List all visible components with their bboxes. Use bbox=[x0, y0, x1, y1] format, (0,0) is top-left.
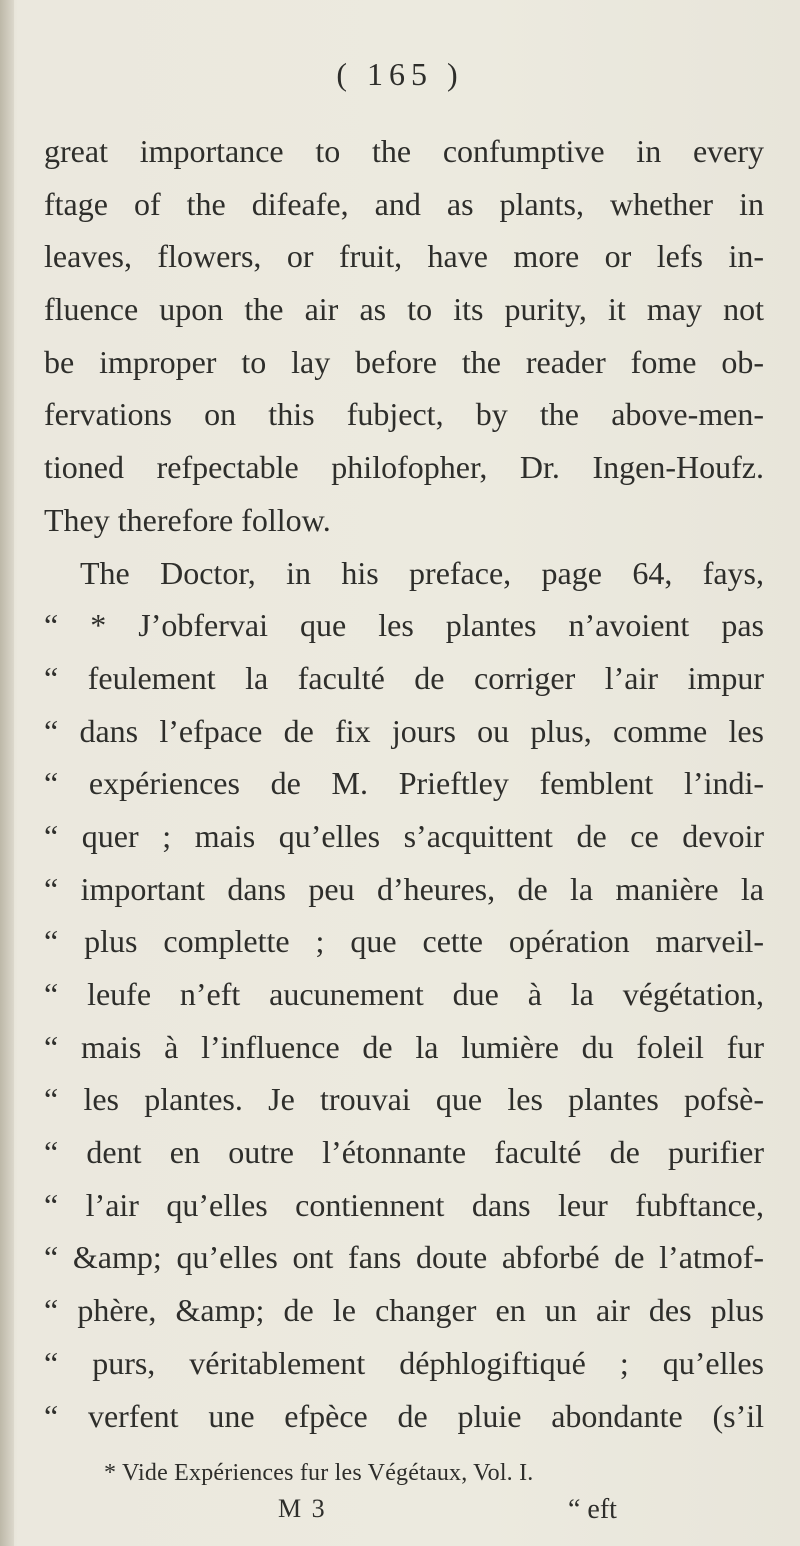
text-line: “ expériences de M. Prieftley femblent l’indi- bbox=[44, 765, 764, 802]
page-gutter bbox=[0, 0, 14, 1546]
text-line: “ les plantes. Je trouvai que les plantes pofsè- bbox=[44, 1081, 764, 1118]
text-line: fluence upon the air as to its purity, it may not bbox=[44, 291, 764, 328]
text-line: “ phère, &amp; de le changer en un air des plus bbox=[44, 1292, 764, 1329]
text-line: The Doctor, in his preface, page 64, fays, bbox=[80, 554, 764, 591]
text-line: “ dent en outre l’étonnante faculté de purifier bbox=[44, 1134, 764, 1171]
signature-mark: M 3 bbox=[278, 1494, 327, 1523]
text-line: leaves, flowers, or fruit, have more or lefs in- bbox=[44, 238, 764, 275]
text-line: fervations on this fubject, by the above-men- bbox=[44, 396, 764, 433]
text-line: great importance to the confumptive in every bbox=[44, 133, 764, 169]
body-text bbox=[44, 125, 764, 1442]
catchword: “ eft bbox=[568, 1494, 617, 1525]
text-line: “ l’air qu’elles contiennent dans leur fubftance, bbox=[44, 1186, 764, 1223]
text-line: “ feulement la faculté de corriger l’air impur bbox=[44, 659, 764, 696]
page-number: ( 165 ) bbox=[336, 56, 464, 92]
text-line: “ leufe n’eft aucunement due à la végétation, bbox=[44, 976, 764, 1012]
text-line: be improper to lay before the reader fome ob- bbox=[44, 343, 764, 380]
text-line: “ purs, véritablement déphlogiftiqué ; qu’elles bbox=[44, 1344, 764, 1381]
text-line: “ important dans peu d’heures, de la manière la bbox=[44, 870, 764, 907]
text-line: “ verfent une efpèce de pluie abondante (s’il bbox=[44, 1397, 764, 1434]
text-line: “ &amp; qu’elles ont fans doute abforbé de l’atmof- bbox=[44, 1239, 764, 1276]
text-line: They therefore follow. bbox=[44, 501, 331, 538]
text-line: “ mais à l’influence de la lumière du foleil fur bbox=[44, 1028, 764, 1065]
text-line: “ quer ; mais qu’elles s’acquittent de ce devoir bbox=[44, 817, 764, 854]
text-line: tioned refpectable philofopher, Dr. Ingen-Houfz. bbox=[44, 449, 764, 486]
text-line: “ dans l’efpace de fix jours ou plus, comme les bbox=[44, 712, 764, 749]
text-line: “ * J’obfervai que les plantes n’avoient pas bbox=[44, 607, 764, 644]
footnote: * Vide Expériences fur les Végétaux, Vol. I. bbox=[104, 1460, 534, 1486]
text-line: “ plus complette ; que cette opération marveil- bbox=[44, 923, 764, 960]
text-line: ftage of the difeafe, and as plants, whether in bbox=[44, 185, 764, 222]
